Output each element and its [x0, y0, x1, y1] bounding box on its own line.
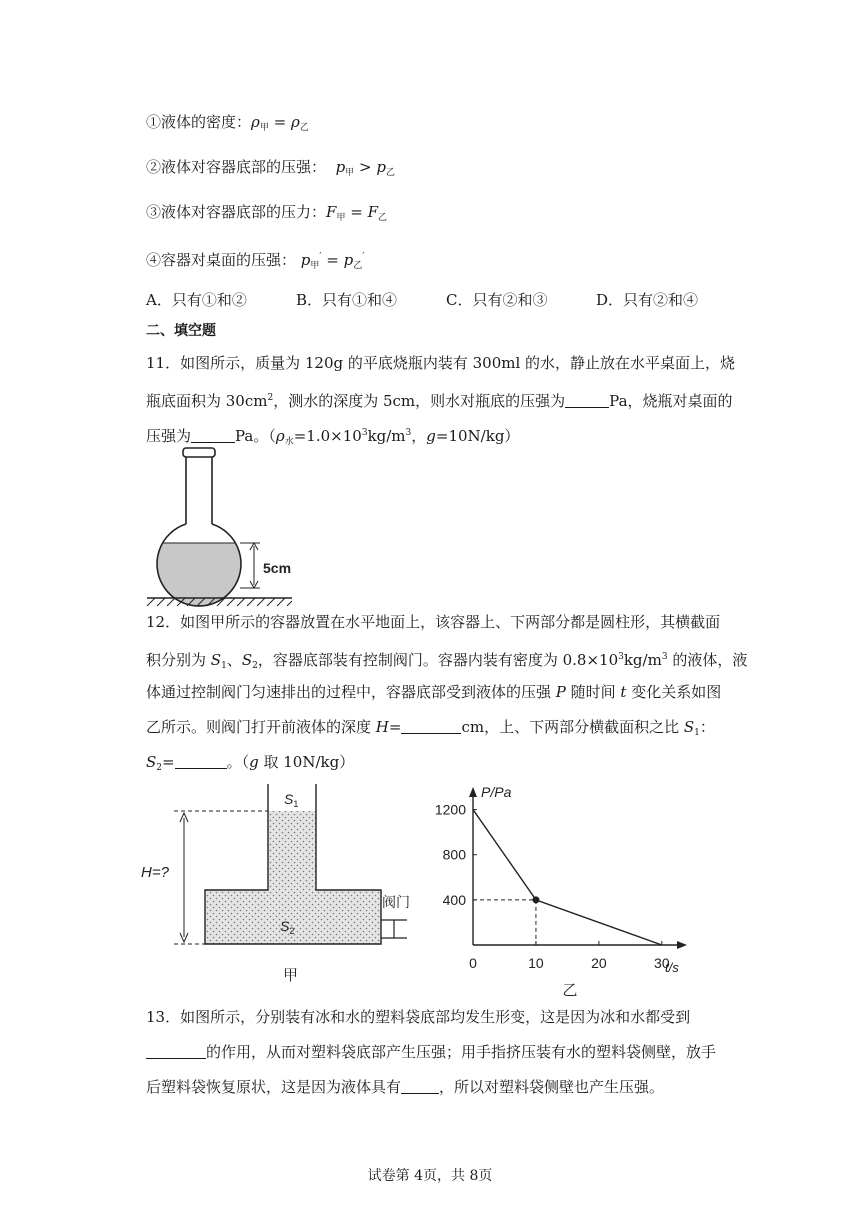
series-line: [473, 810, 662, 945]
x-axis-arrow: [677, 941, 687, 949]
pressure-time-chart: [420, 775, 700, 1000]
label-h: H=?: [141, 864, 169, 881]
y-axis-label: P/Pa: [481, 784, 512, 800]
x-axis-label: t/s: [665, 960, 679, 975]
flask-figure: [140, 440, 310, 610]
q13-blank-2[interactable]: [401, 1079, 439, 1094]
option-1: ①液体的密度：$\rho_甲 = \rho_乙$: [146, 113, 309, 133]
q12-blank-1[interactable]: [401, 719, 461, 734]
y-tick-label: 1200: [434, 801, 466, 818]
q13-line-1: 13．如图所示，分别装有冰和水的塑料袋底部均发生形变，这是因为冰和水都受到: [146, 1008, 691, 1026]
y-tick-label: 400: [442, 891, 466, 908]
q11-blank-1[interactable]: [565, 393, 609, 408]
depth-label: 5cm: [263, 560, 292, 576]
q11-line-2: 瓶底面积为 $30cm^2$，测水的深度为 5cm，则水对瓶底的压强为 Pa，烧瓶对桌面的: [146, 392, 733, 410]
q12-line-2: 积分别为 $S_1$、$S_2$，容器底部装有控制阀门。容器内装有密度为 $0.8\times 10^3kg/m^3$ 的液体，液: [146, 651, 748, 671]
q12-line-3: 体通过控制阀门匀速排出的过程中，容器底部受到液体的压强 P 随时间 t 变化关系如图: [146, 683, 722, 701]
option-3: ③液体对容器底部的压力：$F_甲 = F_乙$: [146, 203, 388, 223]
liquid-fill: [205, 811, 381, 944]
label-s1: $S_1$: [284, 791, 299, 809]
x-tick-label: 10: [528, 955, 544, 971]
q12-line-4: 乙所示。则阀门打开前液体的深度 H= cm，上、下两部分横截面积之比 $S_1$：: [146, 718, 715, 738]
choice-a[interactable]: A．只有①和②: [146, 291, 247, 309]
q13-line-2: 的作用，从而对塑料袋底部产生压强；用手指挤压装有水的塑料袋侧壁，放手: [146, 1042, 716, 1062]
section-title: 二、填空题: [146, 323, 216, 339]
option-4: ④容器对桌面的压强： $p_甲' = p_乙'$: [146, 251, 365, 271]
label-s2: $S_2$: [280, 918, 295, 936]
caption-jia: 甲: [283, 967, 299, 984]
choice-c[interactable]: C．只有②和③: [446, 291, 548, 309]
caption-yi: 乙: [562, 982, 578, 999]
q11-line-1: 11．如图所示，质量为 120g 的平底烧瓶内装有 300ml 的水，静止放在水平桌面上，烧: [146, 354, 736, 372]
container-figure: [140, 780, 410, 990]
flask-lip: [183, 448, 215, 457]
q12-line-5: $S_2=$ 。（g 取 10N/kg）: [146, 753, 355, 773]
choice-d[interactable]: D．只有②和④: [596, 291, 699, 309]
q13-blank-1[interactable]: [146, 1044, 206, 1059]
water-fill: [140, 543, 310, 610]
series-marker-point: [532, 896, 539, 903]
y-axis-arrow: [469, 787, 477, 797]
valve-label: 阀门: [382, 894, 410, 910]
y-tick-label: 800: [442, 846, 466, 863]
x-tick-label: 0: [469, 955, 477, 971]
page-footer: 试卷第 4页，共 8页: [367, 1168, 493, 1184]
q12-line-1: 12．如图甲所示的容器放置在水平地面上，该容器上、下两部分都是圆柱形，其横截面: [146, 613, 721, 631]
choice-b[interactable]: B．只有①和④: [296, 291, 398, 309]
q13-line-3: 后塑料袋恢复原状，这是因为液体具有 ，所以对塑料袋侧壁也产生压强。: [146, 1078, 665, 1096]
x-tick-label: 30: [654, 955, 670, 971]
q12-blank-2[interactable]: [175, 754, 227, 769]
option-2: ②液体对容器底部的压强： $p_甲 > p_乙$: [146, 158, 395, 178]
x-tick-label: 20: [591, 955, 607, 971]
q11-line-3: 压强为 Pa。（$\rho_水=1.0\times 10^3kg/m^3$，g=10N/kg）: [146, 427, 520, 447]
